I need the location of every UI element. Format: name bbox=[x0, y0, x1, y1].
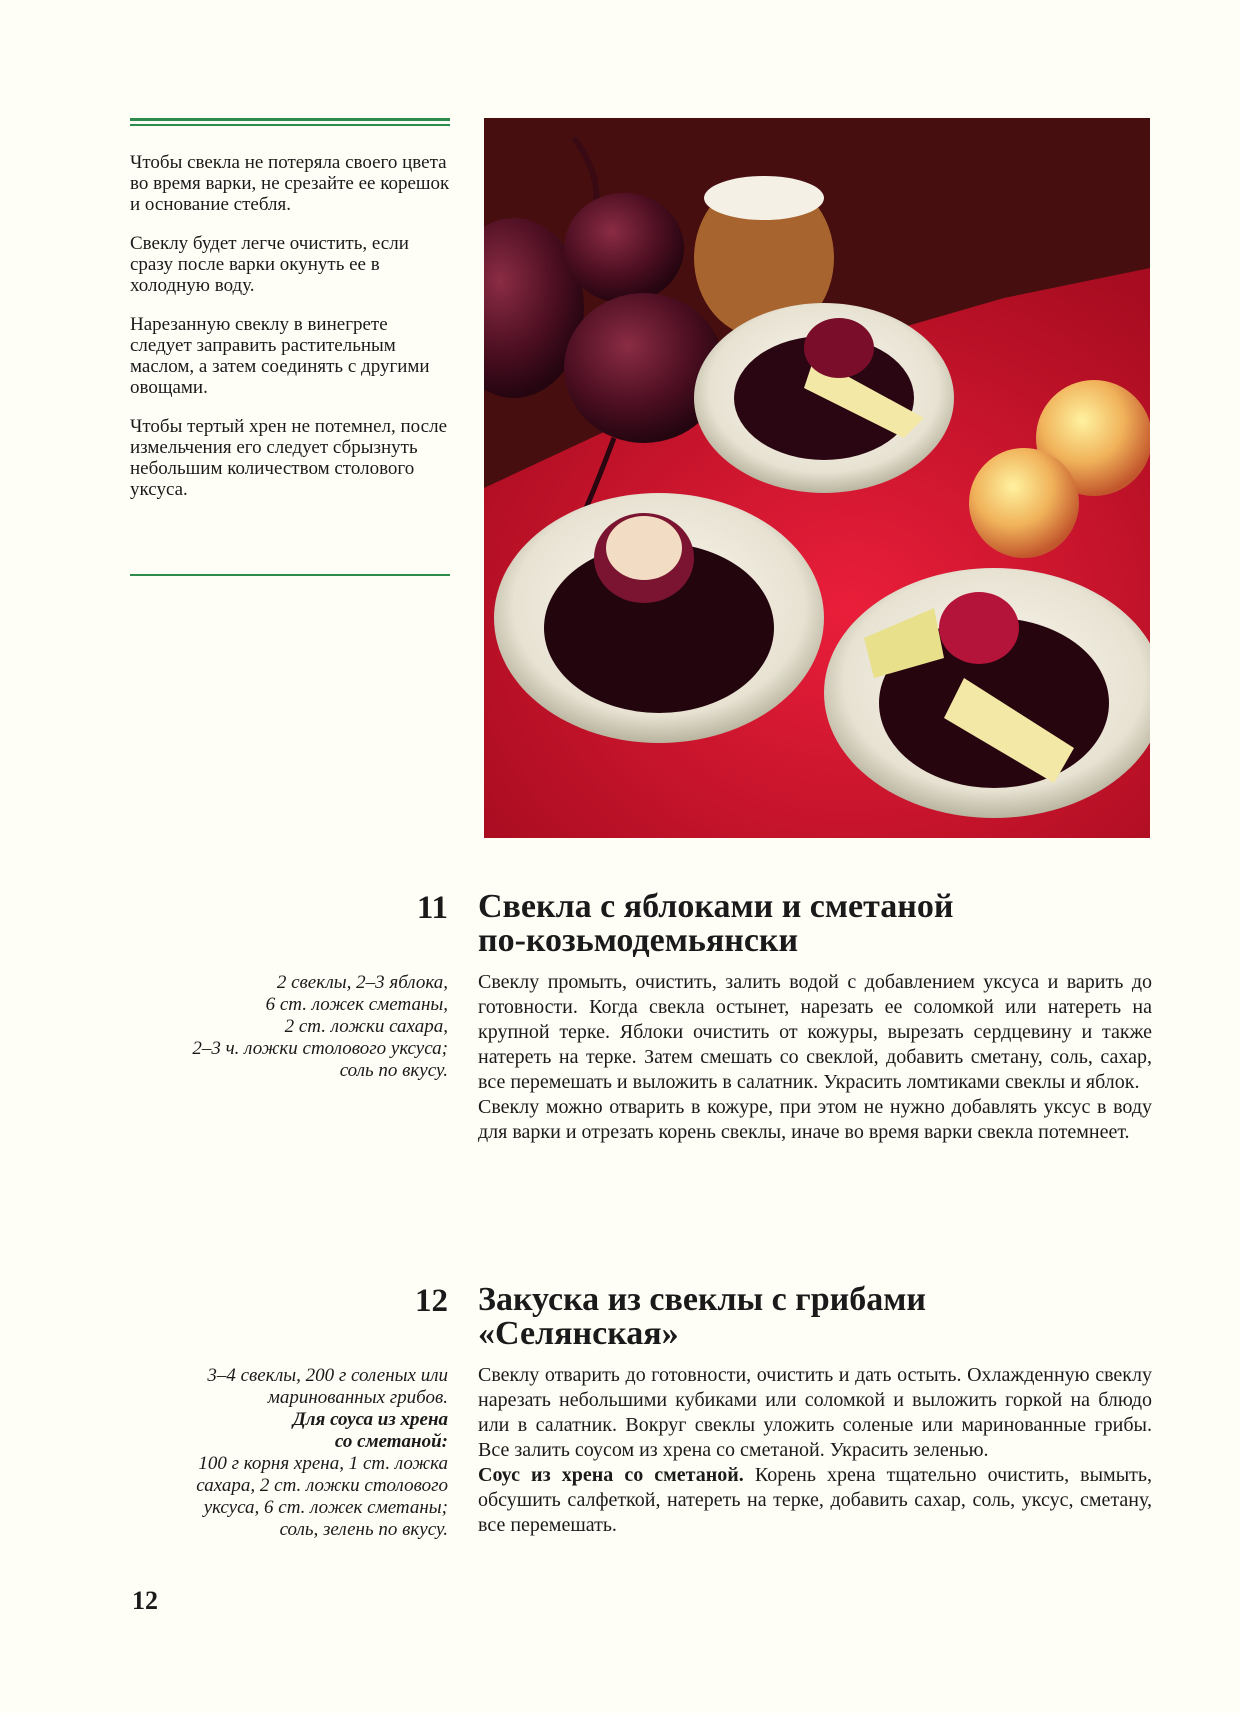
recipe-12-method bbox=[478, 1363, 1152, 1538]
recipe-11-ingredients bbox=[110, 972, 448, 1082]
ingredient-line: сахара, 2 ст. ложки столового bbox=[196, 1475, 448, 1496]
tip-item: Чтобы тертый хрен не потемнел, после измельчения его следует сбрызнуть небольшим количеством столового уксуса. bbox=[130, 416, 448, 500]
recipe-12-title bbox=[478, 1283, 1158, 1351]
method-paragraph: Свеклу промыть, очистить, залить водой с добавлением уксуса и варить до готовности. Когда свекла остынет, нарезать ее соломкой или натереть на крупной терке. Яблоки очистить от кожуры, вырезать сердцевину и также натереть на терке. Затем смешать со свеклой, добавить сметану, соль, сахар, все перемешать и выложить в салатник. Украсить ломтиками свеклы и яблок. bbox=[478, 971, 1152, 1093]
page-number: 12 bbox=[132, 1586, 158, 1615]
ingredient-line: 100 г корня хрена, 1 ст. ложка bbox=[198, 1453, 448, 1474]
recipe-11-title bbox=[478, 890, 1158, 958]
food-photo bbox=[484, 118, 1150, 838]
ingredient-line: 2–3 ч. ложки столового уксуса; bbox=[192, 1038, 448, 1059]
tips-bottom-rule bbox=[130, 574, 450, 576]
ingredient-line: маринованных грибов. bbox=[267, 1387, 448, 1408]
recipe-11-title-line1: Свекла с яблоками и сметаной bbox=[478, 888, 954, 925]
recipe-11-title-line2: по-козьмодемьянски bbox=[478, 922, 799, 959]
recipe-12-ingredients bbox=[110, 1365, 448, 1541]
ingredient-line: 6 ст. ложек сметаны, bbox=[265, 994, 448, 1015]
ingredient-line: 2 свеклы, 2–3 яблока, bbox=[276, 972, 448, 993]
ingredient-line: уксуса, 6 ст. ложек сметаны; bbox=[203, 1497, 448, 1518]
tips-list bbox=[130, 152, 450, 500]
sauce-heading: Для соуса из хрена bbox=[292, 1409, 448, 1430]
ingredient-line: 3–4 свеклы, 200 г соленых или bbox=[207, 1365, 448, 1386]
recipe-12-title-line2: «Селянская» bbox=[478, 1315, 679, 1352]
method-paragraph bbox=[478, 1463, 1152, 1538]
tips-sidebar bbox=[130, 118, 450, 518]
sauce-title: Соус из хрена со сметаной. bbox=[478, 1464, 744, 1486]
method-paragraph: Свеклу отварить до готовности, очистить и дать остыть. Охлажденную свеклу нарезать небольшими кубиками или соломкой и выложить горкой на блюдо или в салатник. Вокруг свеклы уложить соленые или маринованные грибы. Все залить соусом из хрена со сметаной. Украсить зеленью. bbox=[478, 1364, 1152, 1461]
recipe-12-title-line1: Закуска из свеклы с грибами bbox=[478, 1281, 926, 1318]
tip-item: Свеклу будет легче очистить, если сразу после варки окунуть ее в холодную воду. bbox=[130, 233, 409, 296]
sauce-heading: со сметаной: bbox=[334, 1431, 448, 1452]
ingredient-line: соль по вкусу. bbox=[339, 1060, 448, 1081]
recipe-11-number: 11 bbox=[416, 890, 448, 926]
recipe-11-method bbox=[478, 970, 1152, 1145]
sauce-method: Корень хрена тщательно очистить, вымыть, обсушить салфеткой, натереть на терке, добавить сахар, соль, уксус, сметану, все перемешать. bbox=[478, 1464, 1153, 1536]
food-photo-illustration bbox=[484, 118, 1150, 838]
tips-top-rule bbox=[130, 118, 450, 126]
ingredient-line: 2 ст. ложки сахара, bbox=[284, 1016, 448, 1037]
method-paragraph: Свеклу можно отварить в кожуре, при этом не нужно добавлять уксус в воду для варки и отрезать корень свеклы, иначе во время варки свекла потемнеет. bbox=[478, 1096, 1152, 1143]
ingredient-line: соль, зелень по вкусу. bbox=[279, 1519, 448, 1540]
tip-item: Нарезанную свеклу в винегрете следует заправить растительным маслом, а затем соединять с другими овощами. bbox=[130, 314, 430, 398]
recipe-12-number: 12 bbox=[415, 1283, 448, 1319]
tip-item: Чтобы свекла не потеряла своего цвета во время варки, не срезайте ее корешок и основание стебля. bbox=[130, 152, 450, 215]
